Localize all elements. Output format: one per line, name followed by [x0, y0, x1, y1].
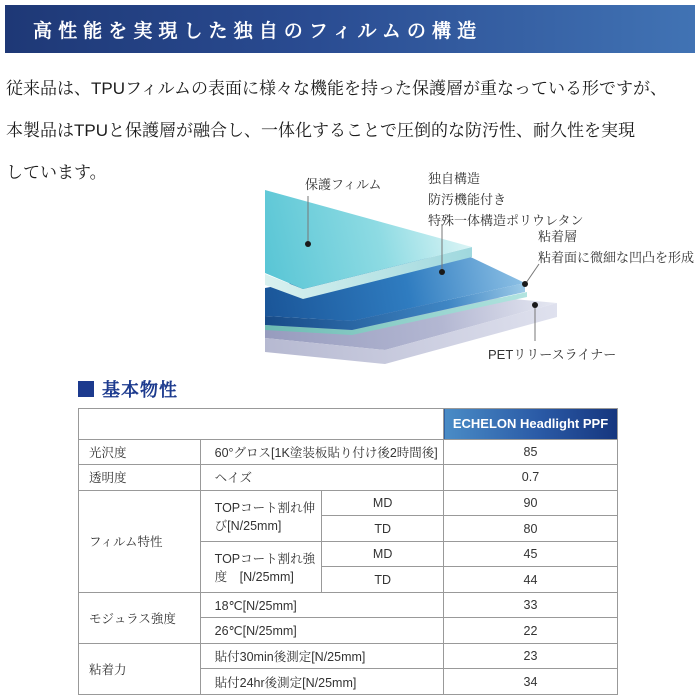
- intro-line: 従来品は、TPUフィルムの表面に様々な機能を持った保護層が重なっている形ですが、: [6, 79, 667, 98]
- value-cell: 33: [444, 592, 618, 618]
- value-cell: 85: [444, 439, 618, 465]
- diagonal-header-cell: [79, 409, 444, 440]
- category-cell: フィルム特性: [79, 490, 201, 592]
- label-adhesive-line: 粘着層: [538, 229, 578, 244]
- label-adhesive-line: 粘着面に微細な凹凸を形成: [538, 250, 695, 265]
- condition-cell: 18℃[N/25mm]: [200, 592, 443, 618]
- value-cell: 0.7: [444, 465, 618, 491]
- category-cell: 光沢度: [79, 439, 201, 465]
- direction-cell: TD: [322, 516, 444, 542]
- category-cell: モジュラス強度: [79, 592, 201, 643]
- film-structure-diagram: [0, 160, 700, 375]
- label-adhesive: [538, 226, 694, 268]
- label-structure-line: 独自構造: [428, 171, 481, 186]
- condition-cell: 60°グロス[1K塗装板貼り付け後2時間後]: [200, 439, 443, 465]
- label-structure: [428, 168, 583, 231]
- label-structure-line: 防汚機能付き: [428, 192, 507, 207]
- section-heading: [78, 376, 178, 402]
- value-cell: 22: [444, 618, 618, 644]
- intro-line: しています。: [6, 163, 107, 182]
- table-row: [79, 439, 618, 465]
- value-cell: 90: [444, 490, 618, 516]
- table-row: [79, 643, 618, 669]
- direction-cell: MD: [322, 490, 444, 516]
- value-cell: 44: [444, 567, 618, 593]
- label-pet-release-liner: PETリリースライナー: [488, 347, 617, 362]
- basic-properties-table-wrap: [78, 408, 618, 695]
- square-bullet-icon: [78, 381, 94, 397]
- label-protective-film: 保護フィルム: [305, 177, 382, 192]
- value-cell: 34: [444, 669, 618, 695]
- condition-cell: 貼付24hr後測定[N/25mm]: [200, 669, 443, 695]
- product-header-cell: ECHELON Headlight PPF: [444, 409, 618, 440]
- label-structure-line: 特殊一体構造ポリウレタン: [428, 213, 584, 228]
- condition-cell: ヘイズ: [200, 465, 443, 491]
- table-row: [79, 465, 618, 491]
- table-row: [79, 592, 618, 618]
- table-row: [79, 490, 618, 516]
- value-cell: 23: [444, 643, 618, 669]
- condition-cell: 貼付30min後測定[N/25mm]: [200, 643, 443, 669]
- condition-cell: TOPコート割れ強度 [N/25mm]: [200, 541, 322, 592]
- condition-cell: TOPコート割れ伸び[N/25mm]: [200, 490, 322, 541]
- section-title: 基本物性: [102, 380, 178, 400]
- header-banner: [5, 5, 695, 53]
- category-cell: 粘着力: [79, 643, 201, 694]
- intro-line: 本製品はTPUと保護層が融合し、一体化することで圧倒的な防汚性、耐久性を実現: [6, 121, 635, 140]
- value-cell: 45: [444, 541, 618, 567]
- basic-properties-table: [78, 408, 618, 695]
- direction-cell: TD: [322, 567, 444, 593]
- table-header-row: [79, 409, 618, 440]
- condition-cell: 26℃[N/25mm]: [200, 618, 443, 644]
- page-title: 高性能を実現した独自のフィルムの構造: [33, 20, 483, 42]
- direction-cell: MD: [322, 541, 444, 567]
- category-cell: 透明度: [79, 465, 201, 491]
- value-cell: 80: [444, 516, 618, 542]
